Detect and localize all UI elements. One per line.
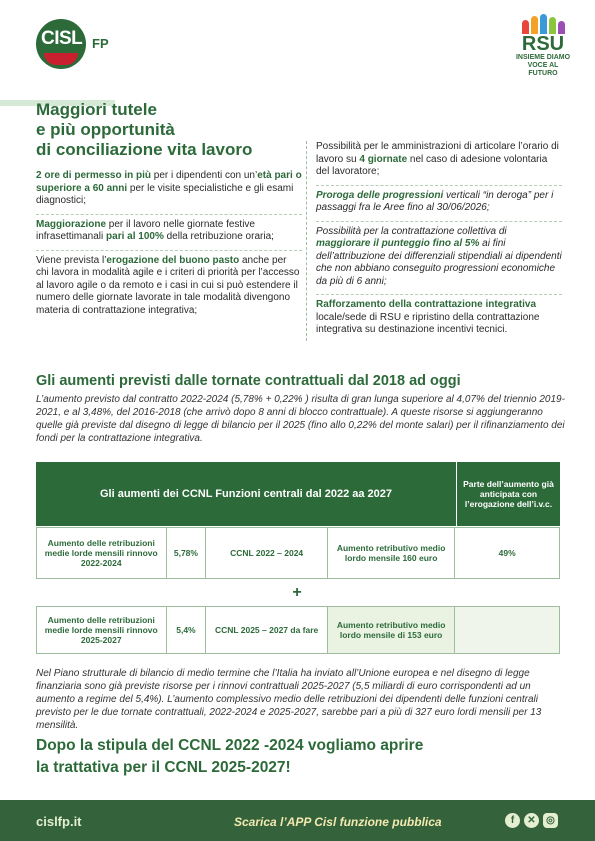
benefit-highlight: erogazione del buono pasto [106, 254, 240, 266]
benefit-item [316, 299, 562, 337]
benefit-text: per i dipendenti con un’ [151, 170, 258, 181]
rsu-people-icon [513, 12, 573, 34]
benefit-text: nel caso di adesione volontaria del lavoratore; [316, 153, 548, 177]
benefit-item [36, 219, 302, 244]
footer-site-link[interactable]: cislfp.it [36, 814, 82, 829]
outro-paragraph: Nel Piano strutturale di bilancio di medio termine che l’Italia ha inviato all’Unione europea e nel disegno di legge finanziaria sono già previste risorse per i rinnovi contrattuali 2025-2027 (5,5 miliardi di euro corrispondenti ad un aumento a regime del 5,4%). L’aumento complessivo medio delle retribuzioni dei dipendenti delle funzioni centrali previsto per le due tornate contrattuali, 2022-2024 e 2025-2027, sarebbe pari a più di 327 euro lordi mensili per 13 mensilità. [36, 668, 542, 731]
x-icon[interactable]: ✕ [524, 813, 539, 828]
table-row [36, 606, 560, 654]
benefit-highlight: Maggiorazione [36, 218, 107, 230]
table-header-ivc: Parte dell’aumento già anticipata con l’erogazione dell’i.v.c. [457, 462, 560, 526]
cisl-logo-text: CISL [41, 28, 83, 49]
page-title-line-3: di conciliazione vita lavoro [36, 140, 253, 159]
cisl-logo-red-band [44, 53, 78, 65]
footer [0, 800, 595, 841]
benefit-text: della retribuzione oraria; [163, 231, 274, 242]
section-title: Gli aumenti previsti dalle tornate contrattuali dal 2018 ad oggi [36, 373, 461, 389]
benefits-left-column [36, 170, 302, 323]
column-divider [306, 141, 307, 341]
benefit-text: Viene prevista l’ [36, 254, 107, 266]
facebook-icon[interactable]: f [505, 813, 520, 828]
cisl-fp-logo [36, 19, 116, 69]
benefit-item [36, 255, 302, 318]
instagram-icon[interactable]: ◎ [543, 813, 558, 828]
fp-logo-text: FP [92, 36, 109, 51]
rsu-tagline-1: INSIEME DIAMO [515, 54, 571, 61]
row-ivc: 49% [498, 548, 516, 558]
rsu-logo-word: RSU [521, 33, 565, 55]
benefit-text: anche per chi lavora in modalità agile e i criteri di priorità per l’accesso al lavoro agile o da remoto e i casi in cui si può estendere il numero delle giornate lavorate in tale modalità divengono materia di contrattazione integrativa; [36, 254, 300, 316]
benefit-item [316, 190, 562, 215]
row-amount: Aumento retributivo medio lordo mensile di 153 euro [328, 607, 456, 653]
benefit-highlight: maggiorare il punteggio fino al 5% [316, 238, 480, 249]
benefit-text: Possibilità per le amministrazioni di articolare l’orario di lavoro su [316, 141, 559, 165]
benefit-text: locale/sede di RSU e ripristino della contrattazione integrativa su destinazione incentivi tecnici. [316, 311, 540, 335]
section-intro: L’aumento previsto dal contratto 2022-2024 (5,78% + 0,22% ) risulta di gran lunga superiore al 4,07% del triennio 2019-2021, e al 3,48%, del 2016-2018 (che arrivò dopo 8 anni di blocco contrattuale). A queste risorse si aggiungeranno quelle già previste dal disegno di legge di bilancio per il 2025 (fino allo 0,22% del monte salari) per il rifinanziamento dei fondi per la contrattazione integrativa. [36, 394, 565, 444]
cisl-logo-circle [36, 19, 86, 69]
benefits-right-column [316, 141, 562, 343]
page-title [36, 100, 306, 160]
benefit-highlight: pari al 100% [106, 231, 164, 242]
call-to-action [36, 735, 566, 779]
rsu-logo [513, 12, 573, 78]
row-percentage: 5,4% [167, 607, 207, 653]
item-divider [316, 185, 562, 186]
page-title-line-1: Maggiori tutele [36, 100, 157, 119]
benefit-highlight: 4 giornate [359, 153, 408, 165]
benefit-item [36, 170, 302, 208]
benefit-highlight: età pari o superiore a 60 anni [36, 170, 302, 194]
benefit-text: verticali “in deroga” per i passaggi fra le Aree fino al 30/06/2026; [316, 189, 554, 213]
benefit-text: per le visite specialistiche e gli esami diagnostici; [36, 182, 294, 206]
benefit-text: per il lavoro nelle giornate festive infrasettimanali [36, 218, 255, 242]
benefit-highlight: Proroga delle progressioni [316, 189, 444, 201]
row-amount: Aumento retributivo medio lordo mensile 160 euro [328, 528, 456, 578]
item-divider [316, 221, 562, 222]
row-ccnl: CCNL 2022 – 2024 [206, 528, 328, 578]
benefit-highlight: 2 ore di permesso in più [36, 170, 152, 181]
item-divider [36, 214, 302, 215]
row-ivc [455, 607, 559, 653]
footer-app-link[interactable]: Scarica l’APP Cisl funzione pubblica [234, 815, 442, 829]
cta-line-2: la trattativa per il CCNL 2025-2027! [36, 759, 291, 776]
row-percentage: 5,78% [167, 528, 207, 578]
cta-line-1: Dopo la stipula del CCNL 2022 -2024 vogliamo aprire [36, 737, 424, 754]
benefit-text: Possibilità per la contrattazione collettiva di [316, 225, 507, 237]
benefit-item [316, 141, 562, 179]
benefit-text: ai fini dell’attribuzione dei differenziali stipendiali ai dipendenti che non abbiano conseguito progressioni economiche da più di 6 anni; [316, 238, 562, 287]
benefit-highlight: Rafforzamento della contrattazione integrativa [316, 299, 537, 310]
rsu-tagline-2: VOCE AL FUTURO [527, 62, 559, 77]
table-header: Gli aumenti dei CCNL Funzioni centrali dal 2022 aa 2027 [36, 462, 456, 526]
row-description: Aumento delle retribuzioni medie lorde mensili rinnovo 2025-2027 [37, 607, 167, 653]
plus-icon: + [292, 584, 302, 601]
row-description: Aumento delle retribuzioni medie lorde mensili rinnovo 2022-2024 [37, 528, 167, 578]
row-ccnl: CCNL 2025 – 2027 da fare [206, 607, 328, 653]
page-title-line-2: e più opportunità [36, 120, 175, 139]
table-row [36, 527, 560, 579]
item-divider [36, 250, 302, 251]
benefit-item [316, 226, 562, 289]
item-divider [316, 294, 562, 295]
